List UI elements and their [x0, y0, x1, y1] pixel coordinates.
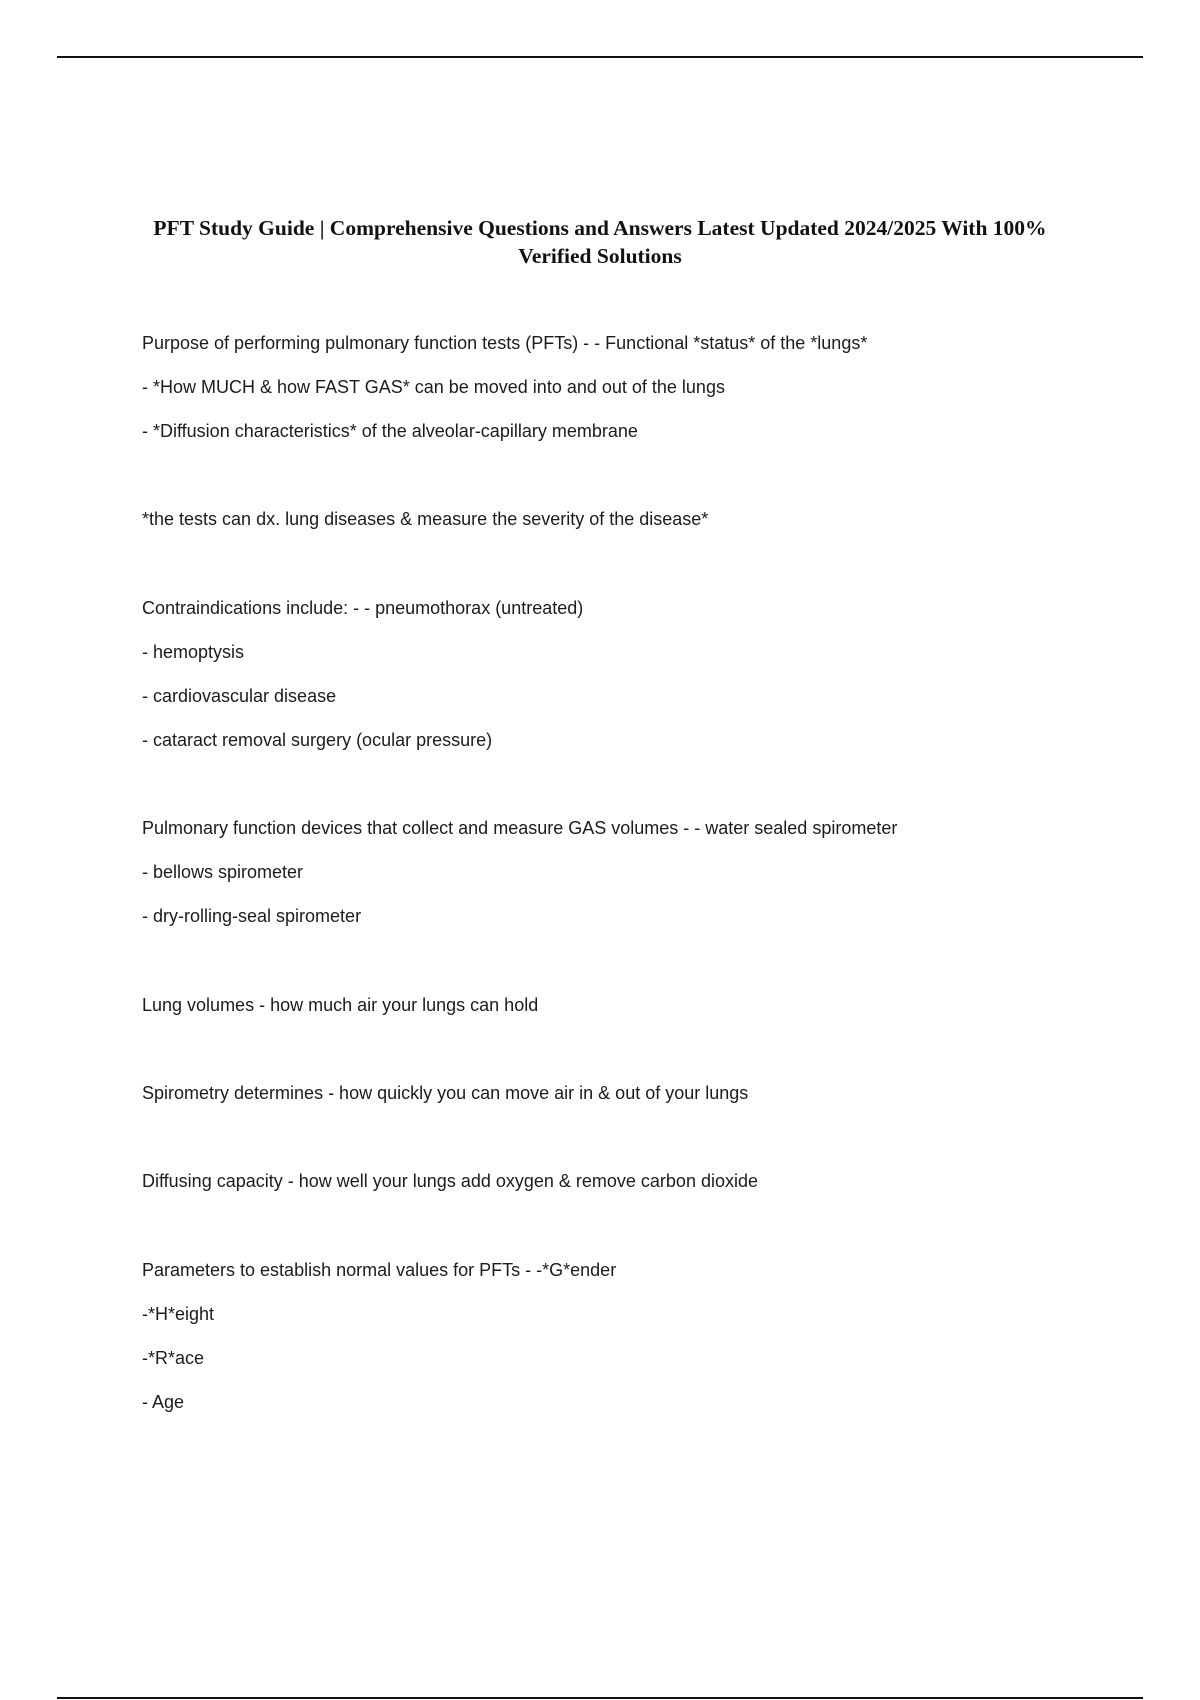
text-line: Spirometry determines - how quickly you can move air in & out of your lungs: [142, 1083, 749, 1103]
text-line: - *Diffusion characteristics* of the alveolar-capillary membrane: [142, 421, 638, 441]
text-line: Purpose of performing pulmonary function tests (PFTs) - - Functional *status* of the *lungs*: [142, 333, 868, 353]
text-line: - hemoptysis: [142, 642, 245, 662]
text-line: - bellows spirometer: [142, 862, 304, 882]
text-line: - cataract removal surgery (ocular pressure): [142, 730, 493, 750]
text-line: Pulmonary function devices that collect and measure GAS volumes - - water sealed spirometer: [142, 818, 898, 838]
document-title: PFT Study Guide | Comprehensive Questions and Answers Latest Updated 2024/2025 With 100% Verified Solutions: [153, 216, 1047, 268]
text-line: Lung volumes - how much air your lungs can hold: [142, 995, 539, 1015]
text-line: - Age: [142, 1392, 185, 1412]
footer-rule: [57, 1697, 1143, 1699]
header-rule: [57, 56, 1143, 58]
text-line: Contraindications include: - - pneumothorax (untreated): [142, 598, 584, 618]
text-line: -*H*eight: [142, 1304, 215, 1324]
text-line: Parameters to establish normal values for PFTs - -*G*ender: [142, 1260, 617, 1280]
text-line: Diffusing capacity - how well your lungs add oxygen & remove carbon dioxide: [142, 1171, 758, 1191]
text-line: - cardiovascular disease: [142, 686, 337, 706]
text-line: -*R*ace: [142, 1348, 205, 1368]
text-line: - dry-rolling-seal spirometer: [142, 906, 362, 926]
text-line: - *How MUCH & how FAST GAS* can be moved into and out of the lungs: [142, 377, 725, 397]
text-line: *the tests can dx. lung diseases & measure the severity of the disease*: [142, 509, 709, 529]
